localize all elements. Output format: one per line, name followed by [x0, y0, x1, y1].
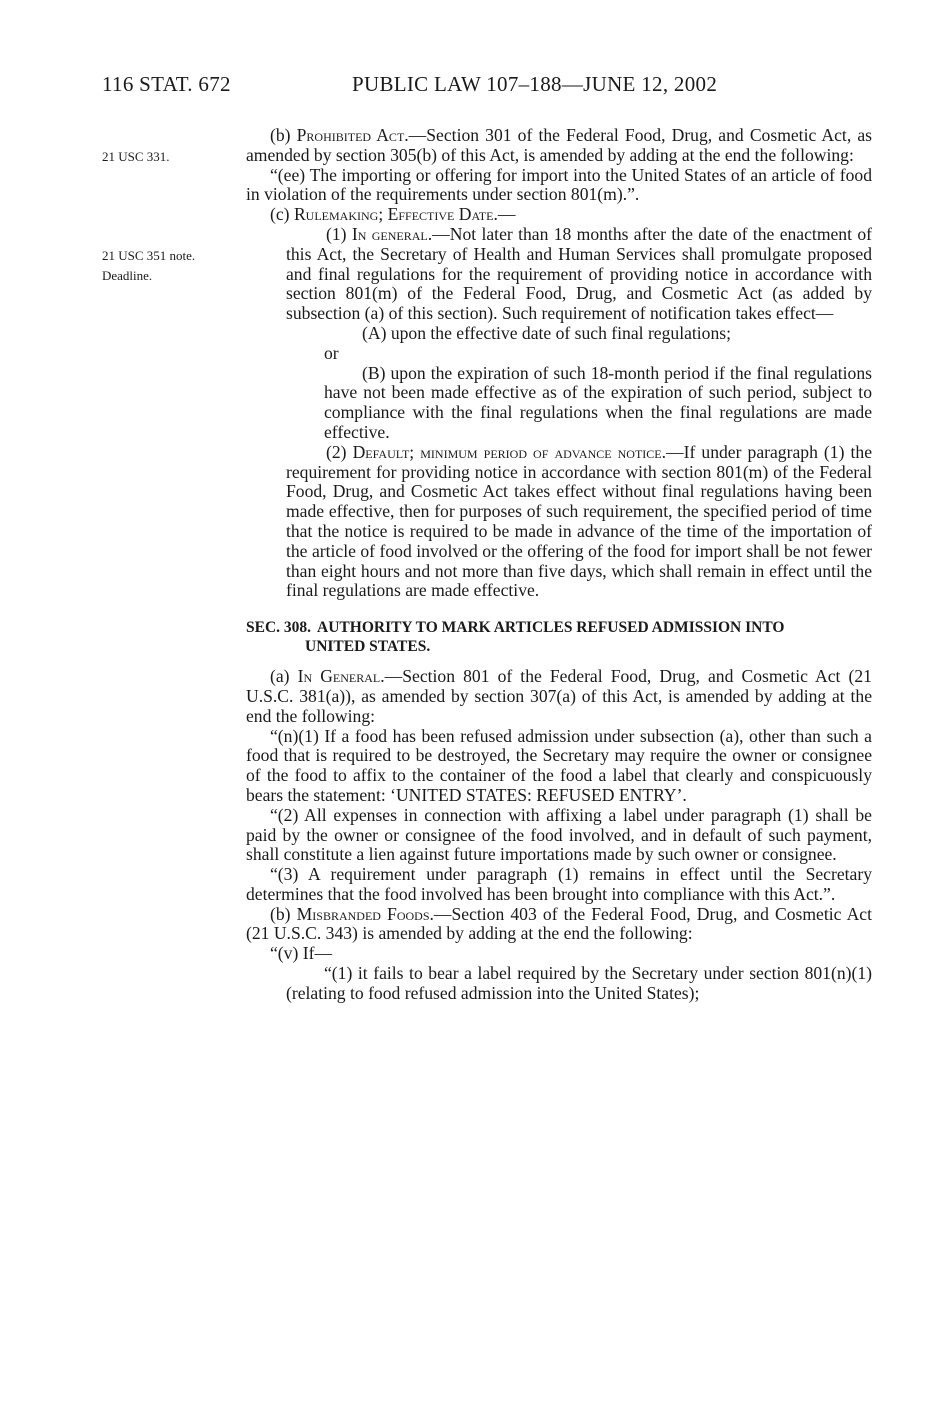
paragraph-2-default: (2) Default; minimum period of advance notice.—If under paragraph (1) the requirement for providing notice in accordance with section 801(m) of the Federal Food, Drug, and Cosmetic Act takes effect without final regulations having been made effective, then for purposes of such requirement, the specified period of time that the notice is required to be made in advance of the time of the importation of the article of food involved or the offering of the food for import shall be not fewer than eight hours and not more than five days, which shall remain in effect until the final regulations are made effective. — [286, 441, 873, 601]
subparagraph-a: (A) upon the effective date of such final regulations; — [362, 322, 732, 343]
subparagraph-b: (B) upon the expiration of such 18-month period if the final regulations have not been made effective as of the expiration of such period, subject to compliance with the final regulations when the final regulations are made effective. — [324, 362, 872, 442]
quoted-amendment-ee: “(ee) The importing or offering for import into the United States of an article of food in violation of the requirements under section 801(m).”. — [246, 164, 872, 205]
quoted-amendment-v: “(v) If— — [270, 943, 333, 964]
document-body — [246, 126, 872, 1004]
margin-note-deadline: Deadline. — [102, 268, 153, 283]
section-number: SEC. 308. — [246, 619, 312, 637]
public-law-title: PUBLIC LAW 107–188—JUNE 12, 2002 — [352, 72, 718, 96]
page-header — [102, 72, 888, 106]
subsection-heading: In General — [297, 666, 381, 687]
section-title-line2: UNITED STATES. — [305, 638, 431, 656]
section-308-heading — [246, 618, 872, 656]
statute-citation: 116 STAT. 672 — [102, 72, 231, 96]
quoted-amendment-v-1: “(1) it fails to bear a label required by the Secretary under section 801(n)(1) (relating to food refused admission into the United States); — [286, 963, 872, 1003]
subsection-heading: Misbranded Foods — [296, 903, 430, 924]
quoted-amendment-n2: “(2) All expenses in connection with affixing a label under paragraph (1) shall be paid by the owner or consignee of the food involved, and in default of such payment, shall constitute a lien against future importations made by such owner or consignee. — [246, 804, 872, 865]
paragraph-heading: In general — [351, 223, 428, 244]
subsection-heading: Rulemaking; Effective Date — [293, 204, 494, 225]
quoted-amendment-n1: “(n)(1) If a food has been refused admission under subsection (a), other than such a food that is required to be destroyed, the Secretary may require the owner or consignee of the food to affix to the container of the food a label that clearly and conspicuously bears the statement: ‘UNITED STATES: REFUSED ENTRY’. — [246, 725, 872, 805]
paragraph-1-in-general: (1) In general.—Not later than 18 months after the date of the enactment of this Act, the Secretary of Health and Human Services shall promulgate proposed and final regulations for the requirement of providing notice in accordance with section 801(m) of the Federal Food, Drug, and Cosmetic Act (as added by subsection (a) of this section). Such requirement of notification takes effect— — [286, 223, 872, 324]
quoted-amendment-n3: “(3) A requirement under paragraph (1) remains in effect until the Secretary determines that the food involved has been brought into compliance with this Act.”. — [246, 864, 872, 904]
subsection-a-in-general: (a) In General.—Section 801 of the Federal Food, Drug, and Cosmetic Act (21 U.S.C. 381(a)), as amended by section 307(a) of this Act, is amended by adding at the end the following: — [246, 666, 872, 726]
conjunction-or: or — [324, 342, 339, 363]
subsection-b-misbranded-foods: (b) Misbranded Foods.—Section 403 of the Federal Food, Drug, and Cosmetic Act (21 U.S.C. 343) is amended by adding at the end the following: — [246, 903, 872, 944]
paragraph-heading: Default; minimum period of advance notice — [352, 441, 662, 462]
margin-note-usc-331: 21 USC 331. — [102, 149, 170, 164]
subsection-b-prohibited-act: (b) Prohibited Act.—Section 301 of the Federal Food, Drug, and Cosmetic Act, as amended by section 305(b) of this Act, is amended by adding at the end the following: — [246, 125, 872, 165]
subsection-c-rulemaking: (c) Rulemaking; Effective Date.— — [270, 204, 516, 225]
margin-note-usc-351: 21 USC 351 note. — [102, 248, 196, 263]
section-title-line1: AUTHORITY TO MARK ARTICLES REFUSED ADMISSION INTO — [317, 619, 785, 637]
subsection-heading: Prohibited Act — [296, 125, 405, 145]
